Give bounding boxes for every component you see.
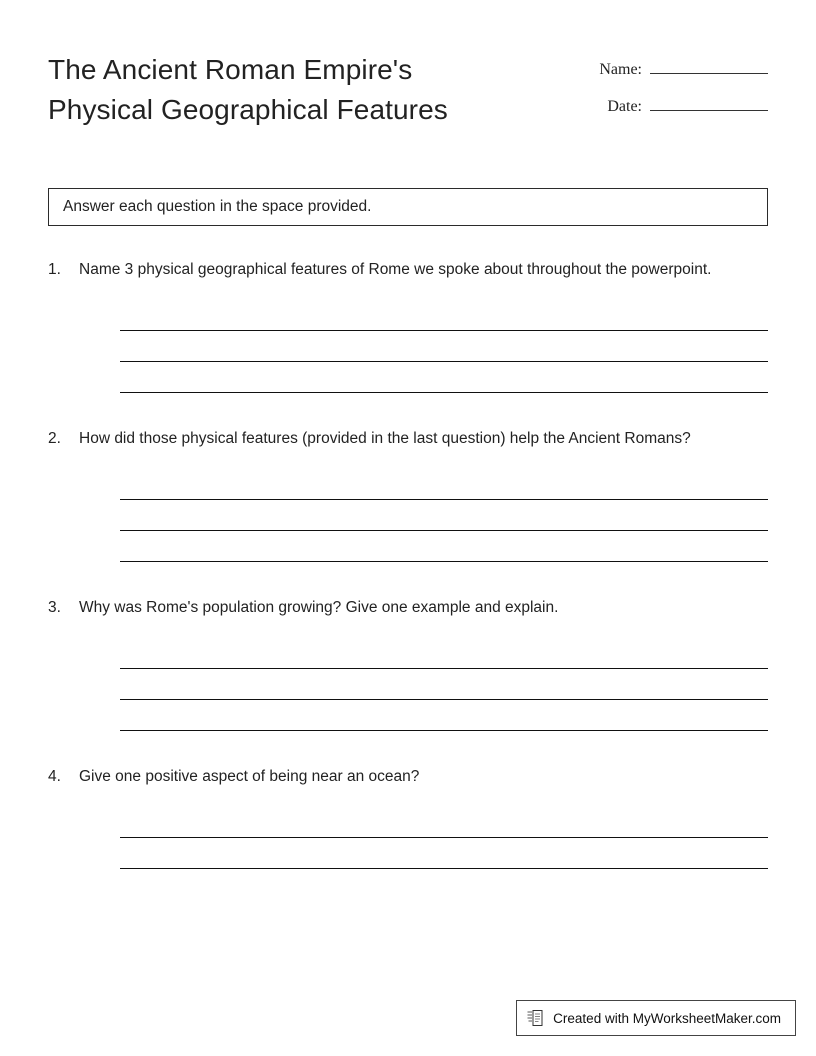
- badge-label: Created with MyWorksheetMaker.com: [553, 1010, 781, 1026]
- page-title-line-1: The Ancient Roman Empire's: [48, 54, 413, 85]
- questions-list: [48, 258, 768, 869]
- date-label: Date:: [607, 98, 642, 115]
- page-title-line-2: Physical Geographical Features: [48, 94, 448, 125]
- spacer: [48, 399, 768, 427]
- name-input[interactable]: [650, 58, 768, 74]
- spacer: [48, 568, 768, 596]
- date-input[interactable]: [650, 95, 768, 111]
- worksheet-maker-icon: [527, 1009, 545, 1027]
- question-number: 3.: [48, 599, 61, 616]
- answer-line[interactable]: [120, 469, 768, 500]
- question-item: [48, 765, 768, 869]
- question-number: 2.: [48, 430, 61, 447]
- answer-area[interactable]: [120, 300, 768, 393]
- question-item: [48, 258, 768, 393]
- spacer: [48, 737, 768, 765]
- question-heading: [48, 427, 768, 451]
- answer-line[interactable]: [120, 807, 768, 838]
- answer-line[interactable]: [120, 300, 768, 331]
- instruction-text: Answer each question in the space provided.: [63, 198, 372, 215]
- question-text: Give one positive aspect of being near an ocean?: [79, 768, 420, 785]
- worksheet-header: [48, 50, 768, 132]
- page-title: [48, 50, 448, 130]
- answer-line[interactable]: [120, 700, 768, 731]
- worksheet-maker-badge[interactable]: [516, 1000, 796, 1036]
- answer-area[interactable]: [120, 638, 768, 731]
- question-text: Why was Rome's population growing? Give one example and explain.: [79, 599, 559, 616]
- question-text: Name 3 physical geographical features of Rome we spoke about throughout the powerpoint.: [79, 261, 712, 278]
- question-number: 1.: [48, 261, 61, 278]
- question-number: 4.: [48, 768, 61, 785]
- question-heading: [48, 765, 768, 789]
- answer-line[interactable]: [120, 500, 768, 531]
- name-label: Name:: [599, 61, 642, 78]
- instruction-box: [48, 188, 768, 226]
- answer-line[interactable]: [120, 669, 768, 700]
- question-item: [48, 427, 768, 562]
- answer-line[interactable]: [120, 362, 768, 393]
- question-text: How did those physical features (provided in the last question) help the Ancient Romans?: [79, 430, 691, 447]
- answer-line[interactable]: [120, 838, 768, 869]
- question-heading: [48, 258, 768, 282]
- answer-line[interactable]: [120, 531, 768, 562]
- answer-line[interactable]: [120, 638, 768, 669]
- name-row: [599, 58, 768, 79]
- answer-line[interactable]: [120, 331, 768, 362]
- name-date-block: [599, 58, 768, 132]
- question-heading: [48, 596, 768, 620]
- question-item: [48, 596, 768, 731]
- answer-area[interactable]: [120, 469, 768, 562]
- date-row: [599, 95, 768, 116]
- answer-area[interactable]: [120, 807, 768, 869]
